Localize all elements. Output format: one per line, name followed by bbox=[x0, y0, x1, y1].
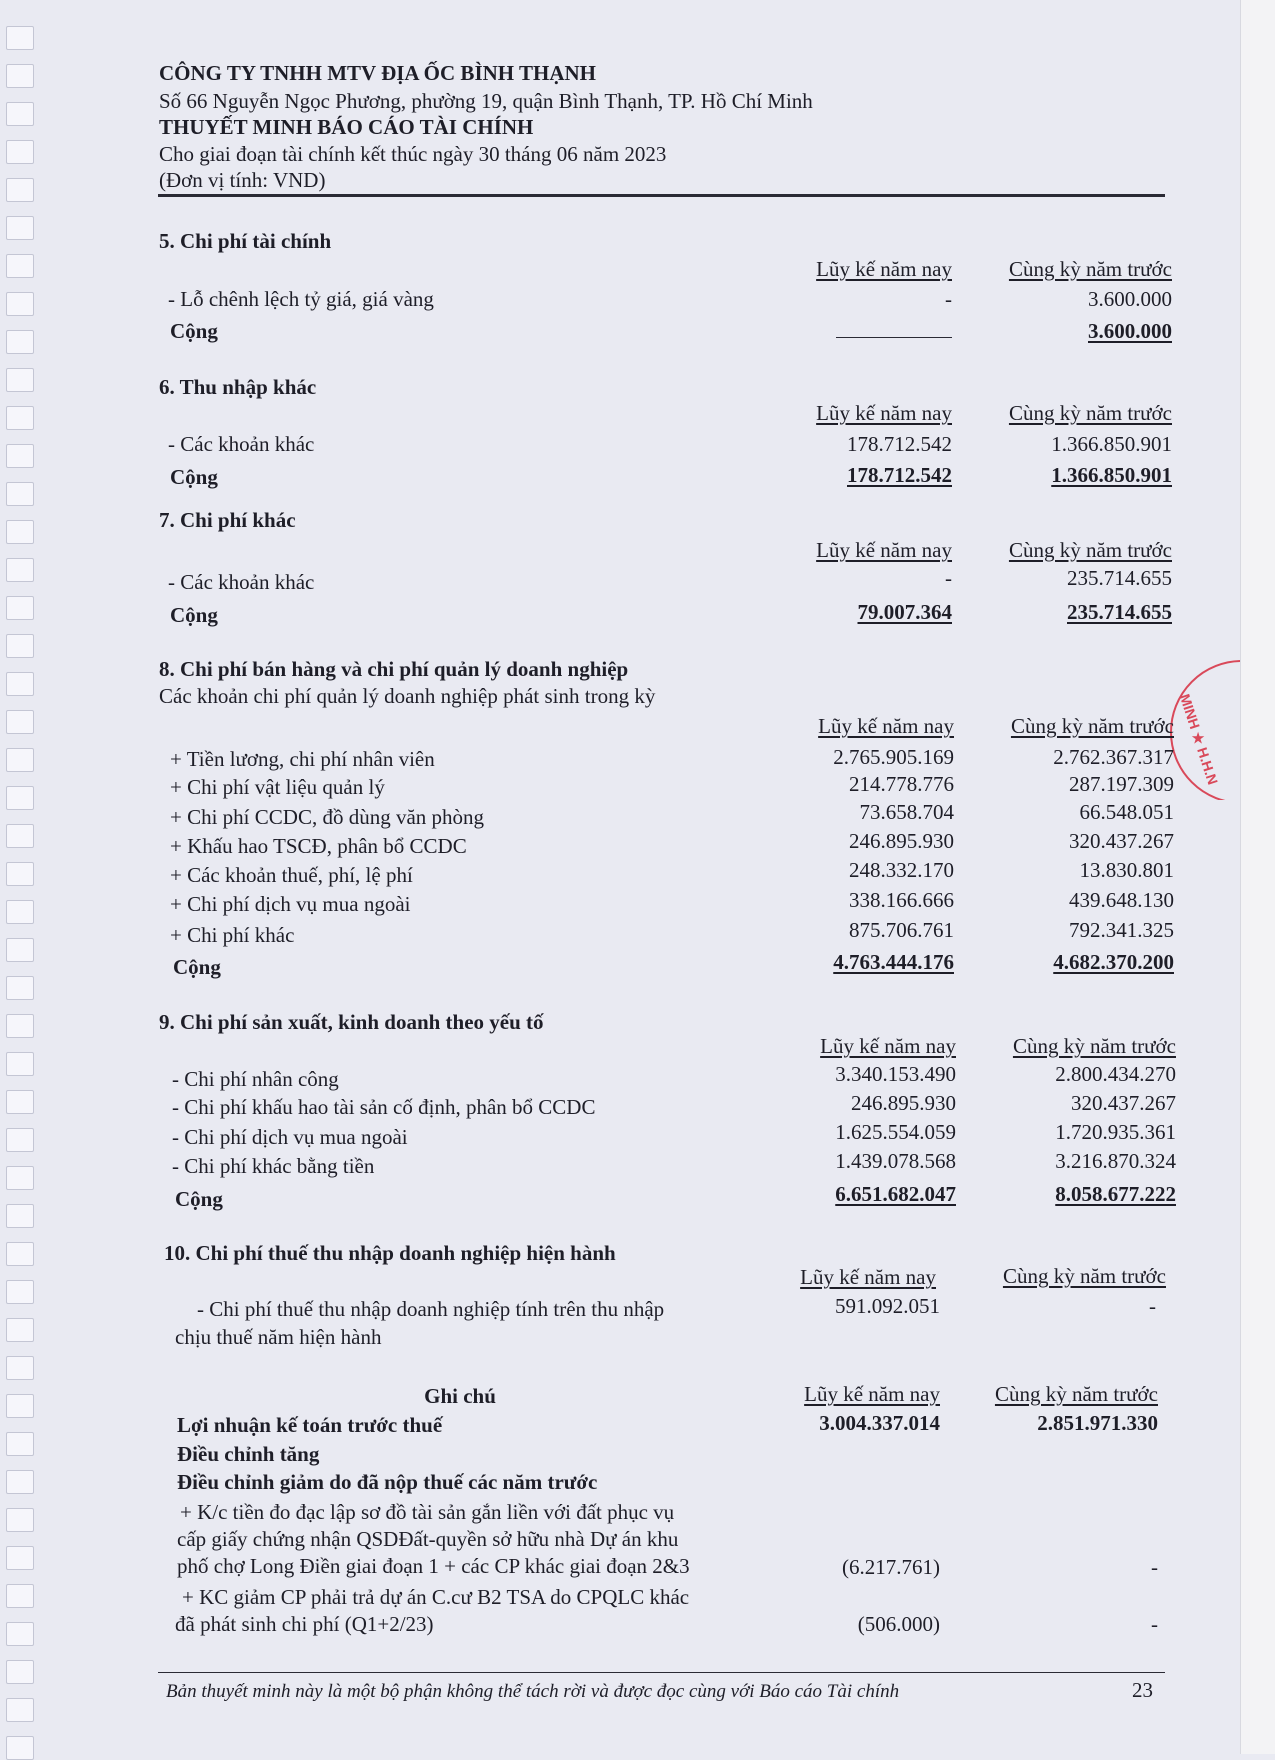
section-5-title: 5. Chi phí tài chính bbox=[159, 229, 332, 253]
row-current: 2.765.905.169 bbox=[833, 745, 954, 769]
col-current-header: Lũy kế năm nay bbox=[816, 538, 952, 562]
binding-hole bbox=[6, 1090, 34, 1114]
total-label: Cộng bbox=[173, 955, 221, 979]
binding-hole bbox=[6, 292, 34, 316]
total-prior: 1.366.850.901 bbox=[1051, 463, 1172, 487]
row-label: + Tiền lương, chi phí nhân viên bbox=[170, 747, 435, 771]
row-prior: 320.437.267 bbox=[1071, 1091, 1176, 1115]
row-prior: 13.830.801 bbox=[1079, 858, 1174, 882]
row-prior: 1.720.935.361 bbox=[1055, 1120, 1176, 1144]
col-prior-header: Cùng kỳ năm trước bbox=[1012, 1034, 1176, 1058]
total-prior: 4.682.370.200 bbox=[1053, 950, 1174, 974]
item-1-line-2: cấp giấy chứng nhận QSDĐất-quyền sở hữu nhà Dự án khu bbox=[177, 1527, 679, 1551]
binding-hole bbox=[6, 1052, 34, 1076]
row-prior: - bbox=[1149, 1294, 1156, 1318]
increase-adjustment-label: Điều chỉnh tăng bbox=[177, 1442, 320, 1466]
binding-hole bbox=[6, 520, 34, 544]
binding-hole bbox=[6, 634, 34, 658]
row-label: + Chi phí khác bbox=[170, 923, 295, 947]
report-period: Cho giai đoạn tài chính kết thúc ngày 30 tháng 06 năm 2023 bbox=[159, 142, 667, 166]
binding-hole bbox=[6, 1698, 34, 1722]
binding-hole bbox=[6, 1584, 34, 1608]
decrease-adjustment-label: Điều chỉnh giảm do đã nộp thuế các năm trước bbox=[177, 1470, 598, 1494]
row-label: - Chi phí khác bằng tiền bbox=[172, 1154, 375, 1178]
profit-before-tax-prior: 2.851.971.330 bbox=[1037, 1411, 1158, 1435]
binding-hole bbox=[6, 1660, 34, 1684]
binding-hole bbox=[6, 102, 34, 126]
document-title: THUYẾT MINH BÁO CÁO TÀI CHÍNH bbox=[159, 115, 534, 139]
company-stamp bbox=[1170, 660, 1240, 800]
profit-before-tax-current: 3.004.337.014 bbox=[819, 1411, 940, 1435]
row-label: + Chi phí dịch vụ mua ngoài bbox=[170, 892, 411, 916]
total-label: Cộng bbox=[170, 319, 218, 343]
col-prior-header: Cùng kỳ năm trước bbox=[1008, 538, 1172, 562]
footer-rule bbox=[158, 1672, 1165, 1673]
row-prior: 235.714.655 bbox=[1067, 566, 1172, 590]
binding-hole bbox=[6, 64, 34, 88]
section-7-title: 7. Chi phí khác bbox=[159, 508, 296, 532]
item-1-current: (6.217.761) bbox=[842, 1555, 940, 1579]
binding-hole bbox=[6, 482, 34, 506]
col-current-header: Lũy kế năm nay bbox=[800, 1265, 936, 1289]
page-edge bbox=[1240, 0, 1275, 1754]
binding-hole bbox=[6, 1280, 34, 1304]
total-prior: 235.714.655 bbox=[1067, 600, 1172, 624]
col-prior-header: Cùng kỳ năm trước bbox=[1008, 401, 1172, 425]
binding-hole bbox=[6, 1318, 34, 1342]
binding-hole bbox=[6, 254, 34, 278]
binding-hole bbox=[6, 862, 34, 886]
binding-hole bbox=[6, 710, 34, 734]
total-label: Cộng bbox=[175, 1187, 223, 1211]
binding-hole bbox=[6, 976, 34, 1000]
binding-hole bbox=[6, 938, 34, 962]
item-2-prior: - bbox=[1151, 1612, 1158, 1636]
row-current: 3.340.153.490 bbox=[835, 1062, 956, 1086]
total-prior: 8.058.677.222 bbox=[1055, 1182, 1176, 1206]
row-current: 875.706.761 bbox=[849, 918, 954, 942]
row-current: 591.092.051 bbox=[835, 1294, 940, 1318]
row-label: + Các khoản thuế, phí, lệ phí bbox=[170, 863, 413, 887]
row-current: - bbox=[945, 287, 952, 311]
row-current: 178.712.542 bbox=[847, 432, 952, 456]
total-current: 6.651.682.047 bbox=[835, 1182, 956, 1206]
row-label: + Khấu hao TSCĐ, phân bổ CCDC bbox=[170, 834, 467, 858]
binding-hole bbox=[6, 26, 34, 50]
row-prior: 287.197.309 bbox=[1069, 772, 1174, 796]
item-2-current: (506.000) bbox=[857, 1612, 940, 1636]
binding-hole bbox=[6, 406, 34, 430]
row-label: - Các khoản khác bbox=[168, 432, 315, 456]
total-current: 178.712.542 bbox=[847, 463, 952, 487]
item-1-line-3: phố chợ Long Điền giai đoạn 1 + các CP khác giai đoạn 2&3 bbox=[177, 1554, 690, 1578]
item-2-line-1: + KC giảm CP phải trả dự án C.cư B2 TSA do CPQLC khác bbox=[182, 1585, 690, 1609]
col-current-header: Lũy kế năm nay bbox=[804, 1382, 940, 1406]
total-label: Cộng bbox=[170, 603, 218, 627]
company-address: Số 66 Nguyễn Ngọc Phương, phường 19, quận Bình Thạnh, TP. Hồ Chí Minh bbox=[159, 89, 813, 113]
row-label: - Chi phí thuế thu nhập doanh nghiệp tính trên thu nhập bbox=[197, 1297, 665, 1321]
page-number: 23 bbox=[1132, 1678, 1153, 1702]
row-label: - Chi phí nhân công bbox=[172, 1067, 339, 1091]
item-2-line-2: đã phát sinh chi phí (Q1+2/23) bbox=[175, 1612, 434, 1636]
row-current: 248.332.170 bbox=[849, 858, 954, 882]
row-label: + Chi phí vật liệu quản lý bbox=[170, 775, 385, 799]
binding-hole bbox=[6, 216, 34, 240]
header-rule bbox=[158, 194, 1165, 197]
binding-hole bbox=[6, 1432, 34, 1456]
binding-hole bbox=[6, 786, 34, 810]
binding-hole bbox=[6, 1622, 34, 1646]
row-label: - Chi phí dịch vụ mua ngoài bbox=[172, 1125, 408, 1149]
binding-hole bbox=[6, 368, 34, 392]
binding-hole bbox=[6, 748, 34, 772]
section-6-title: 6. Thu nhập khác bbox=[159, 375, 317, 399]
item-1-line-1: + K/c tiền đo đạc lập sơ đồ tài sản gắn liền với đất phục vụ bbox=[180, 1500, 675, 1524]
footer-note: Bản thuyết minh này là một bộ phận không thể tách rời và được đọc cùng với Báo cáo Tài chính bbox=[166, 1681, 900, 1702]
row-label: - Chi phí khấu hao tài sản cố định, phân bổ CCDC bbox=[172, 1095, 596, 1119]
row-prior: 1.366.850.901 bbox=[1051, 432, 1172, 456]
total-current-underline bbox=[836, 337, 952, 338]
row-current: 246.895.930 bbox=[849, 829, 954, 853]
row-current: 214.778.776 bbox=[849, 772, 954, 796]
binding-hole bbox=[6, 824, 34, 848]
binding-hole bbox=[6, 1166, 34, 1190]
row-current: 1.439.078.568 bbox=[835, 1149, 956, 1173]
section-9-title: 9. Chi phí sản xuất, kinh doanh theo yếu tố bbox=[159, 1010, 544, 1034]
col-prior-header: Cùng kỳ năm trước bbox=[1008, 257, 1172, 281]
col-current-header: Lũy kế năm nay bbox=[818, 714, 954, 738]
row-prior: 2.800.434.270 bbox=[1055, 1062, 1176, 1086]
binding-hole bbox=[6, 900, 34, 924]
item-1-prior: - bbox=[1151, 1555, 1158, 1579]
col-current-header: Lũy kế năm nay bbox=[820, 1034, 956, 1058]
row-prior: 320.437.267 bbox=[1069, 829, 1174, 853]
col-current-header: Lũy kế năm nay bbox=[816, 257, 952, 281]
row-label: - Các khoản khác bbox=[168, 570, 315, 594]
binding-edge bbox=[0, 0, 40, 1754]
stamp-text: MINH ★ H.H.N bbox=[1176, 692, 1222, 787]
row-label: - Lỗ chênh lệch tỷ giá, giá vàng bbox=[168, 287, 434, 311]
binding-hole bbox=[6, 1356, 34, 1380]
row-current: 246.895.930 bbox=[851, 1091, 956, 1115]
binding-hole bbox=[6, 330, 34, 354]
binding-hole bbox=[6, 1014, 34, 1038]
binding-hole bbox=[6, 1242, 34, 1266]
note-heading: Ghi chú bbox=[424, 1384, 496, 1408]
row-prior: 792.341.325 bbox=[1069, 918, 1174, 942]
binding-hole bbox=[6, 1394, 34, 1418]
binding-hole bbox=[6, 1508, 34, 1532]
binding-hole bbox=[6, 1204, 34, 1228]
row-current: 338.166.666 bbox=[849, 888, 954, 912]
row-label-continued: chịu thuế năm hiện hành bbox=[175, 1325, 382, 1349]
row-current: 73.658.704 bbox=[859, 800, 954, 824]
binding-hole bbox=[6, 596, 34, 620]
row-prior: 66.548.051 bbox=[1079, 800, 1174, 824]
col-prior-header: Cùng kỳ năm trước bbox=[994, 1382, 1158, 1406]
binding-hole bbox=[6, 558, 34, 582]
row-current: - bbox=[945, 566, 952, 590]
row-prior: 439.648.130 bbox=[1069, 888, 1174, 912]
total-prior: 3.600.000 bbox=[1088, 319, 1172, 343]
col-prior-header: Cùng kỳ năm trước bbox=[1010, 714, 1174, 738]
binding-hole bbox=[6, 1470, 34, 1494]
row-prior: 3.216.870.324 bbox=[1055, 1149, 1176, 1173]
section-8-subtitle: Các khoản chi phí quản lý doanh nghiệp phát sinh trong kỳ bbox=[159, 684, 656, 708]
section-8-title: 8. Chi phí bán hàng và chi phí quản lý doanh nghiệp bbox=[159, 657, 629, 681]
currency-unit: (Đơn vị tính: VND) bbox=[159, 168, 326, 192]
binding-hole bbox=[6, 1128, 34, 1152]
total-current: 79.007.364 bbox=[857, 600, 952, 624]
total-current: 4.763.444.176 bbox=[833, 950, 954, 974]
col-prior-header: Cùng kỳ năm trước bbox=[1002, 1264, 1166, 1288]
section-10-title: 10. Chi phí thuế thu nhập doanh nghiệp hiện hành bbox=[164, 1241, 616, 1265]
binding-hole bbox=[6, 140, 34, 164]
row-current: 1.625.554.059 bbox=[835, 1120, 956, 1144]
binding-hole bbox=[6, 178, 34, 202]
binding-hole bbox=[6, 1546, 34, 1570]
row-label: + Chi phí CCDC, đồ dùng văn phòng bbox=[170, 805, 485, 829]
total-label: Cộng bbox=[170, 465, 218, 489]
binding-hole bbox=[6, 672, 34, 696]
profit-before-tax-label: Lợi nhuận kế toán trước thuế bbox=[177, 1413, 443, 1437]
binding-hole bbox=[6, 444, 34, 468]
col-current-header: Lũy kế năm nay bbox=[816, 401, 952, 425]
row-prior: 2.762.367.317 bbox=[1053, 745, 1174, 769]
binding-hole bbox=[6, 1736, 34, 1760]
company-name: CÔNG TY TNHH MTV ĐỊA ỐC BÌNH THẠNH bbox=[159, 61, 596, 85]
row-prior: 3.600.000 bbox=[1088, 287, 1172, 311]
